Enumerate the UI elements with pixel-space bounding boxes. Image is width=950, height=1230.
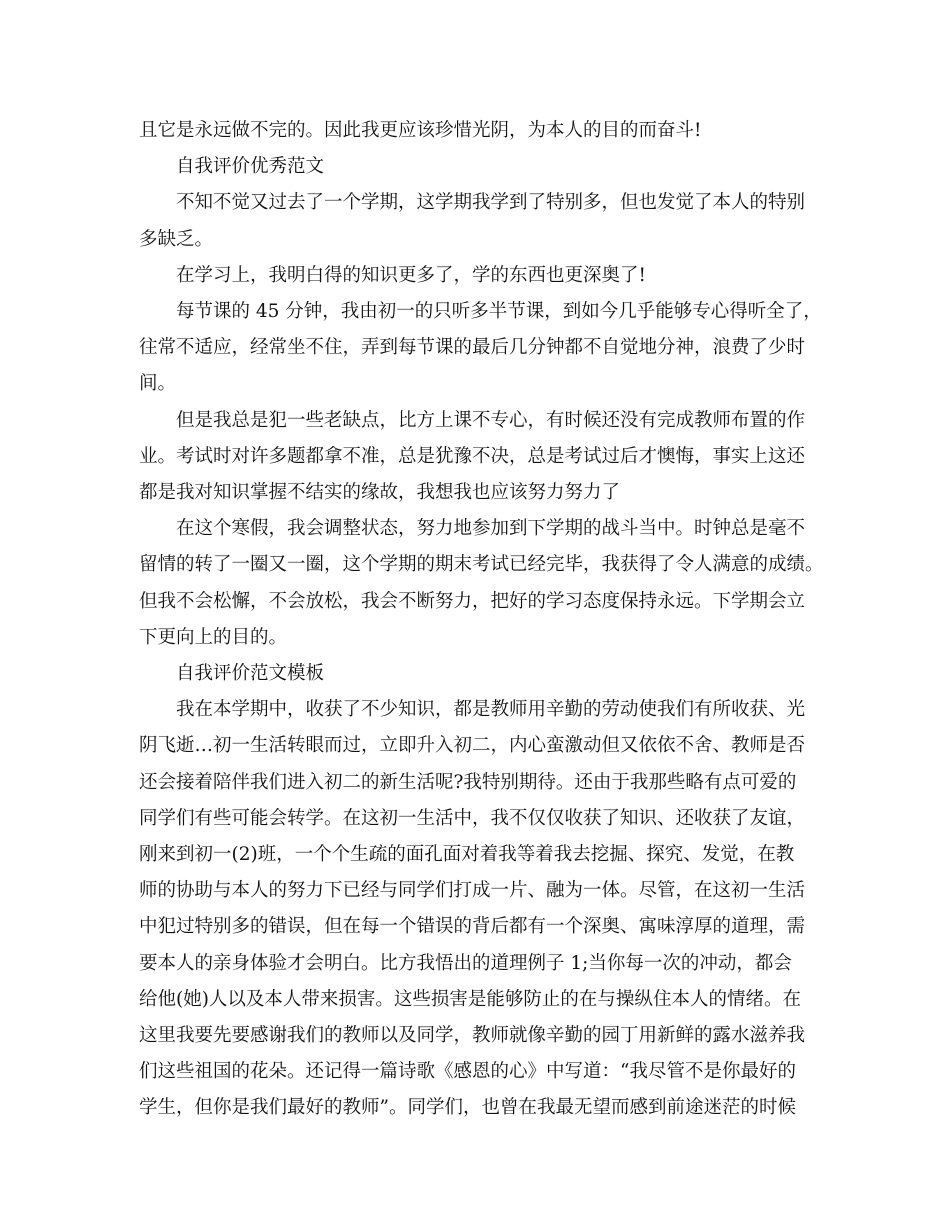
text-line: 自我评价范文模板	[176, 663, 325, 685]
text-line: 学生，但你是我们最好的教师”。同学们，也曾在我最无望而感到前途迷茫的时候	[139, 1097, 796, 1119]
document-body	[139, 113, 824, 1127]
text-line: 每节课的 45 分钟，我由初一的只听多半节课，到如今几乎能够专心得听全了，	[176, 301, 822, 323]
text-line: 自我评价优秀范文	[176, 156, 325, 178]
text-line: 这里我要先要感谢我们的教师以及同学，教师就像辛勤的园丁用新鲜的露水滋养我	[139, 1025, 806, 1047]
text-line: 给他(她)人以及本人带来损害。这些损害是能够防止的在与操纵住本人的情绪。在	[139, 988, 801, 1010]
text-line: 要本人的亲身体验才会明白。比方我悟出的道理例子 1;当你每一次的冲动，都会	[139, 952, 792, 974]
text-line: 在学习上，我明白得的知识更多了，学的东西也更深奥了!	[176, 264, 646, 286]
text-line: 业。考试时对许多题都拿不准，总是犹豫不决，总是考试过后才懊悔，事实上这还	[139, 445, 806, 467]
text-line: 但我不会松懈，不会放松，我会不断努力，把好的学习态度保持永远。下学期会立	[139, 590, 806, 612]
text-line: 还会接着陪伴我们进入初二的新生活呢?我特别期待。还由于我那些略有点可爱的	[139, 771, 797, 793]
text-line: 中犯过特别多的错误，但在每一个错误的背后都有一个深奥、寓味淳厚的道理，需	[139, 916, 806, 938]
text-line: 师的协助与本人的努力下已经与同学们打成一片、融为一体。尽管，在这初一生活	[139, 880, 806, 902]
text-line: 多缺乏。	[139, 228, 214, 250]
text-line: 阴飞逝…初一生活转眼而过，立即升入初二，内心蛮激动但又依依不舍、教师是否	[139, 735, 806, 757]
text-line: 下更向上的目的。	[139, 626, 288, 648]
paragraph	[139, 511, 824, 656]
text-line: 在这个寒假，我会调整状态，努力地参加到下学期的战斗当中。时钟总是毫不	[176, 518, 806, 540]
text-line: 往常不适应，经常坐不住，弄到每节课的最后几分钟都不自觉地分神，浪费了少时	[139, 337, 806, 359]
text-line: 且它是永远做不完的。因此我更应该珍惜光阴，为本人的目的而奋斗!	[139, 120, 702, 141]
paragraph	[139, 113, 819, 149]
text-line: 同学们有些可能会转学。在这初一生活中，我不仅仅收获了知识、还收获了友谊，	[139, 807, 806, 829]
section-heading	[139, 656, 819, 692]
text-line: 留情的转了一圈又一圈，这个学期的期末考试已经完毕，我获得了令人满意的成绩。	[139, 554, 824, 576]
text-line: 但是我总是犯一些老缺点，比方上课不专心，有时候还没有完成教师布置的作	[176, 409, 806, 431]
paragraph	[139, 403, 819, 512]
paragraph	[139, 294, 822, 403]
paragraph	[139, 185, 819, 257]
text-line: 都是我对知识掌握不结实的缘故，我想我也应该努力努力了	[139, 482, 621, 504]
text-line: 们这些祖国的花朵。还记得一篇诗歌《感恩的心》中写道：“我尽管不是你最好的	[139, 1061, 796, 1083]
text-line: 间。	[139, 373, 177, 395]
text-line: 刚来到初一(2)班，一个个生疏的面孔面对着我等着我去挖掘、探究、发觉，在教	[139, 844, 795, 866]
paragraph	[139, 258, 819, 294]
section-heading	[139, 149, 819, 185]
paragraph	[139, 692, 819, 1126]
text-line: 我在本学期中，收获了不少知识，都是教师用辛勤的劳动使我们有所收获、光	[176, 699, 806, 721]
text-line: 不知不觉又过去了一个学期，这学期我学到了特别多，但也发觉了本人的特别	[176, 192, 806, 214]
